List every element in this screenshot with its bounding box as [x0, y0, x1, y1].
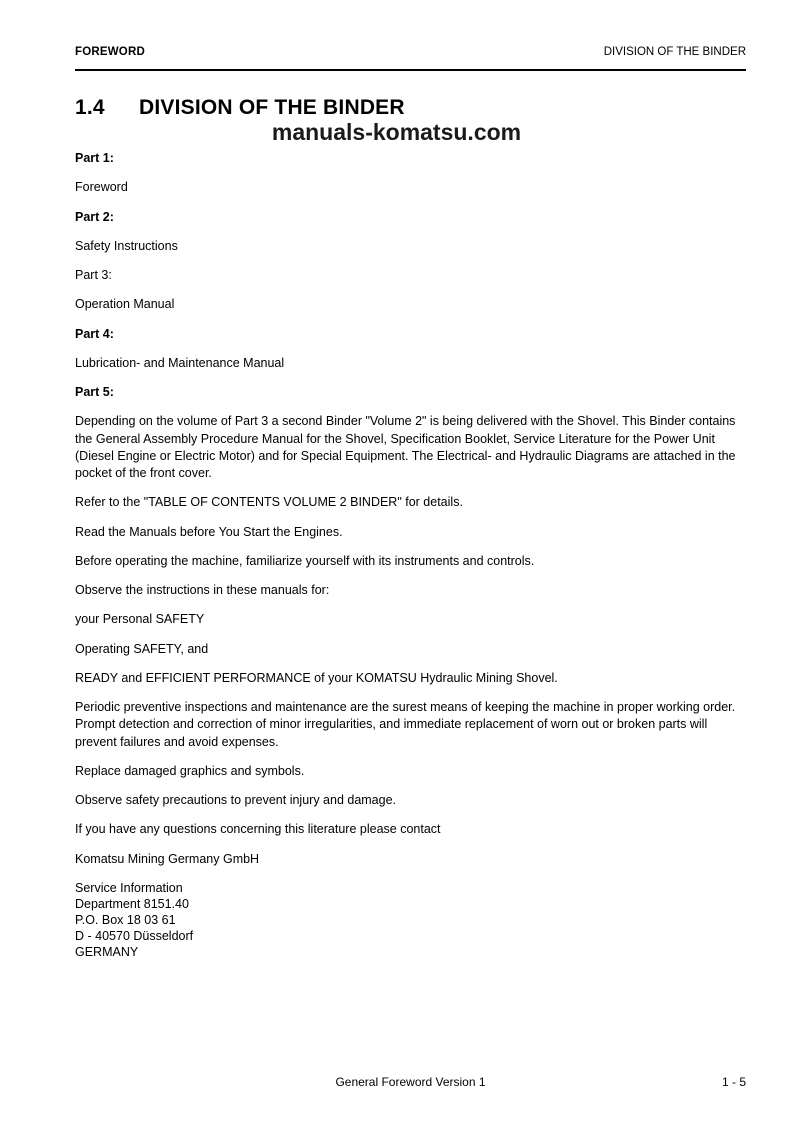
section-title: [75, 96, 746, 120]
watermark-text: manuals-komatsu.com: [271, 119, 522, 145]
header-rule: [75, 69, 746, 71]
paragraph: Observe the instructions in these manuals for:: [75, 583, 330, 597]
part-label: Part 4:: [75, 326, 114, 341]
paragraph: Observe safety precautions to prevent injury and damage.: [75, 793, 397, 807]
section-number: 1.4: [75, 96, 105, 119]
paragraph: Lubrication- and Maintenance Manual: [75, 355, 285, 370]
paragraph: Before operating the machine, familiarize yourself with its instruments and controls.: [75, 553, 535, 568]
paragraph: Read the Manuals before You Start the Engines.: [75, 524, 343, 539]
section-title-text: DIVISION OF THE BINDER: [139, 96, 405, 119]
part-label: Part 5:: [75, 385, 114, 399]
paragraph: Komatsu Mining Germany GmbH: [75, 851, 260, 866]
paragraph: Operating SAFETY, and: [75, 641, 209, 656]
header-left-label: FOREWORD: [75, 46, 145, 58]
paragraph: Depending on the volume of Part 3 a second Binder "Volume 2" is being delivered with the Shovel. This Binder contains the General Assembly Procedure Manual for the Shovel, Specification Booklet, Service Literature for the Power Unit (Diesel Engine or Electric Motor) and for Special Equipment. The Electrical- and Hydraulic Diagrams are attached in the pocket of the front cover.: [75, 414, 736, 480]
address-line: GERMANY: [75, 944, 139, 959]
paragraph: If you have any questions concerning this literature please contact: [75, 822, 441, 837]
paragraph: Part 3:: [75, 268, 112, 282]
address-line: D - 40570 Düsseldorf: [75, 928, 194, 943]
paragraph: Safety Instructions: [75, 238, 178, 253]
paragraph: Operation Manual: [75, 297, 175, 312]
document-body: [75, 150, 746, 960]
part-label: Part 1:: [75, 151, 114, 165]
address-line: Service Information: [75, 880, 183, 895]
part-label: Part 2:: [75, 209, 114, 224]
paragraph: Replace damaged graphics and symbols.: [75, 763, 305, 778]
paragraph: Foreword: [75, 180, 128, 195]
paragraph: Periodic preventive inspections and maintenance are the surest means of keeping the machine in proper working order. Prompt detection and correction of minor irregularities, and immediate replacement of worn out or broken parts will prevent failures and avoid expenses.: [75, 700, 736, 749]
address-line: P.O. Box 18 03 61: [75, 912, 176, 927]
footer-version-label: General Foreword Version 1: [335, 1075, 486, 1089]
footer-page-number: 1 - 5: [721, 1075, 746, 1089]
header-right-label: DIVISION OF THE BINDER: [603, 46, 746, 58]
paragraph: Refer to the "TABLE OF CONTENTS VOLUME 2 BINDER" for details.: [75, 495, 463, 510]
page-header: [75, 46, 746, 58]
paragraph: READY and EFFICIENT PERFORMANCE of your KOMATSU Hydraulic Mining Shovel.: [75, 670, 558, 685]
paragraph: your Personal SAFETY: [75, 612, 205, 627]
address-line: Department 8151.40: [75, 896, 189, 911]
address-block: [75, 880, 746, 960]
